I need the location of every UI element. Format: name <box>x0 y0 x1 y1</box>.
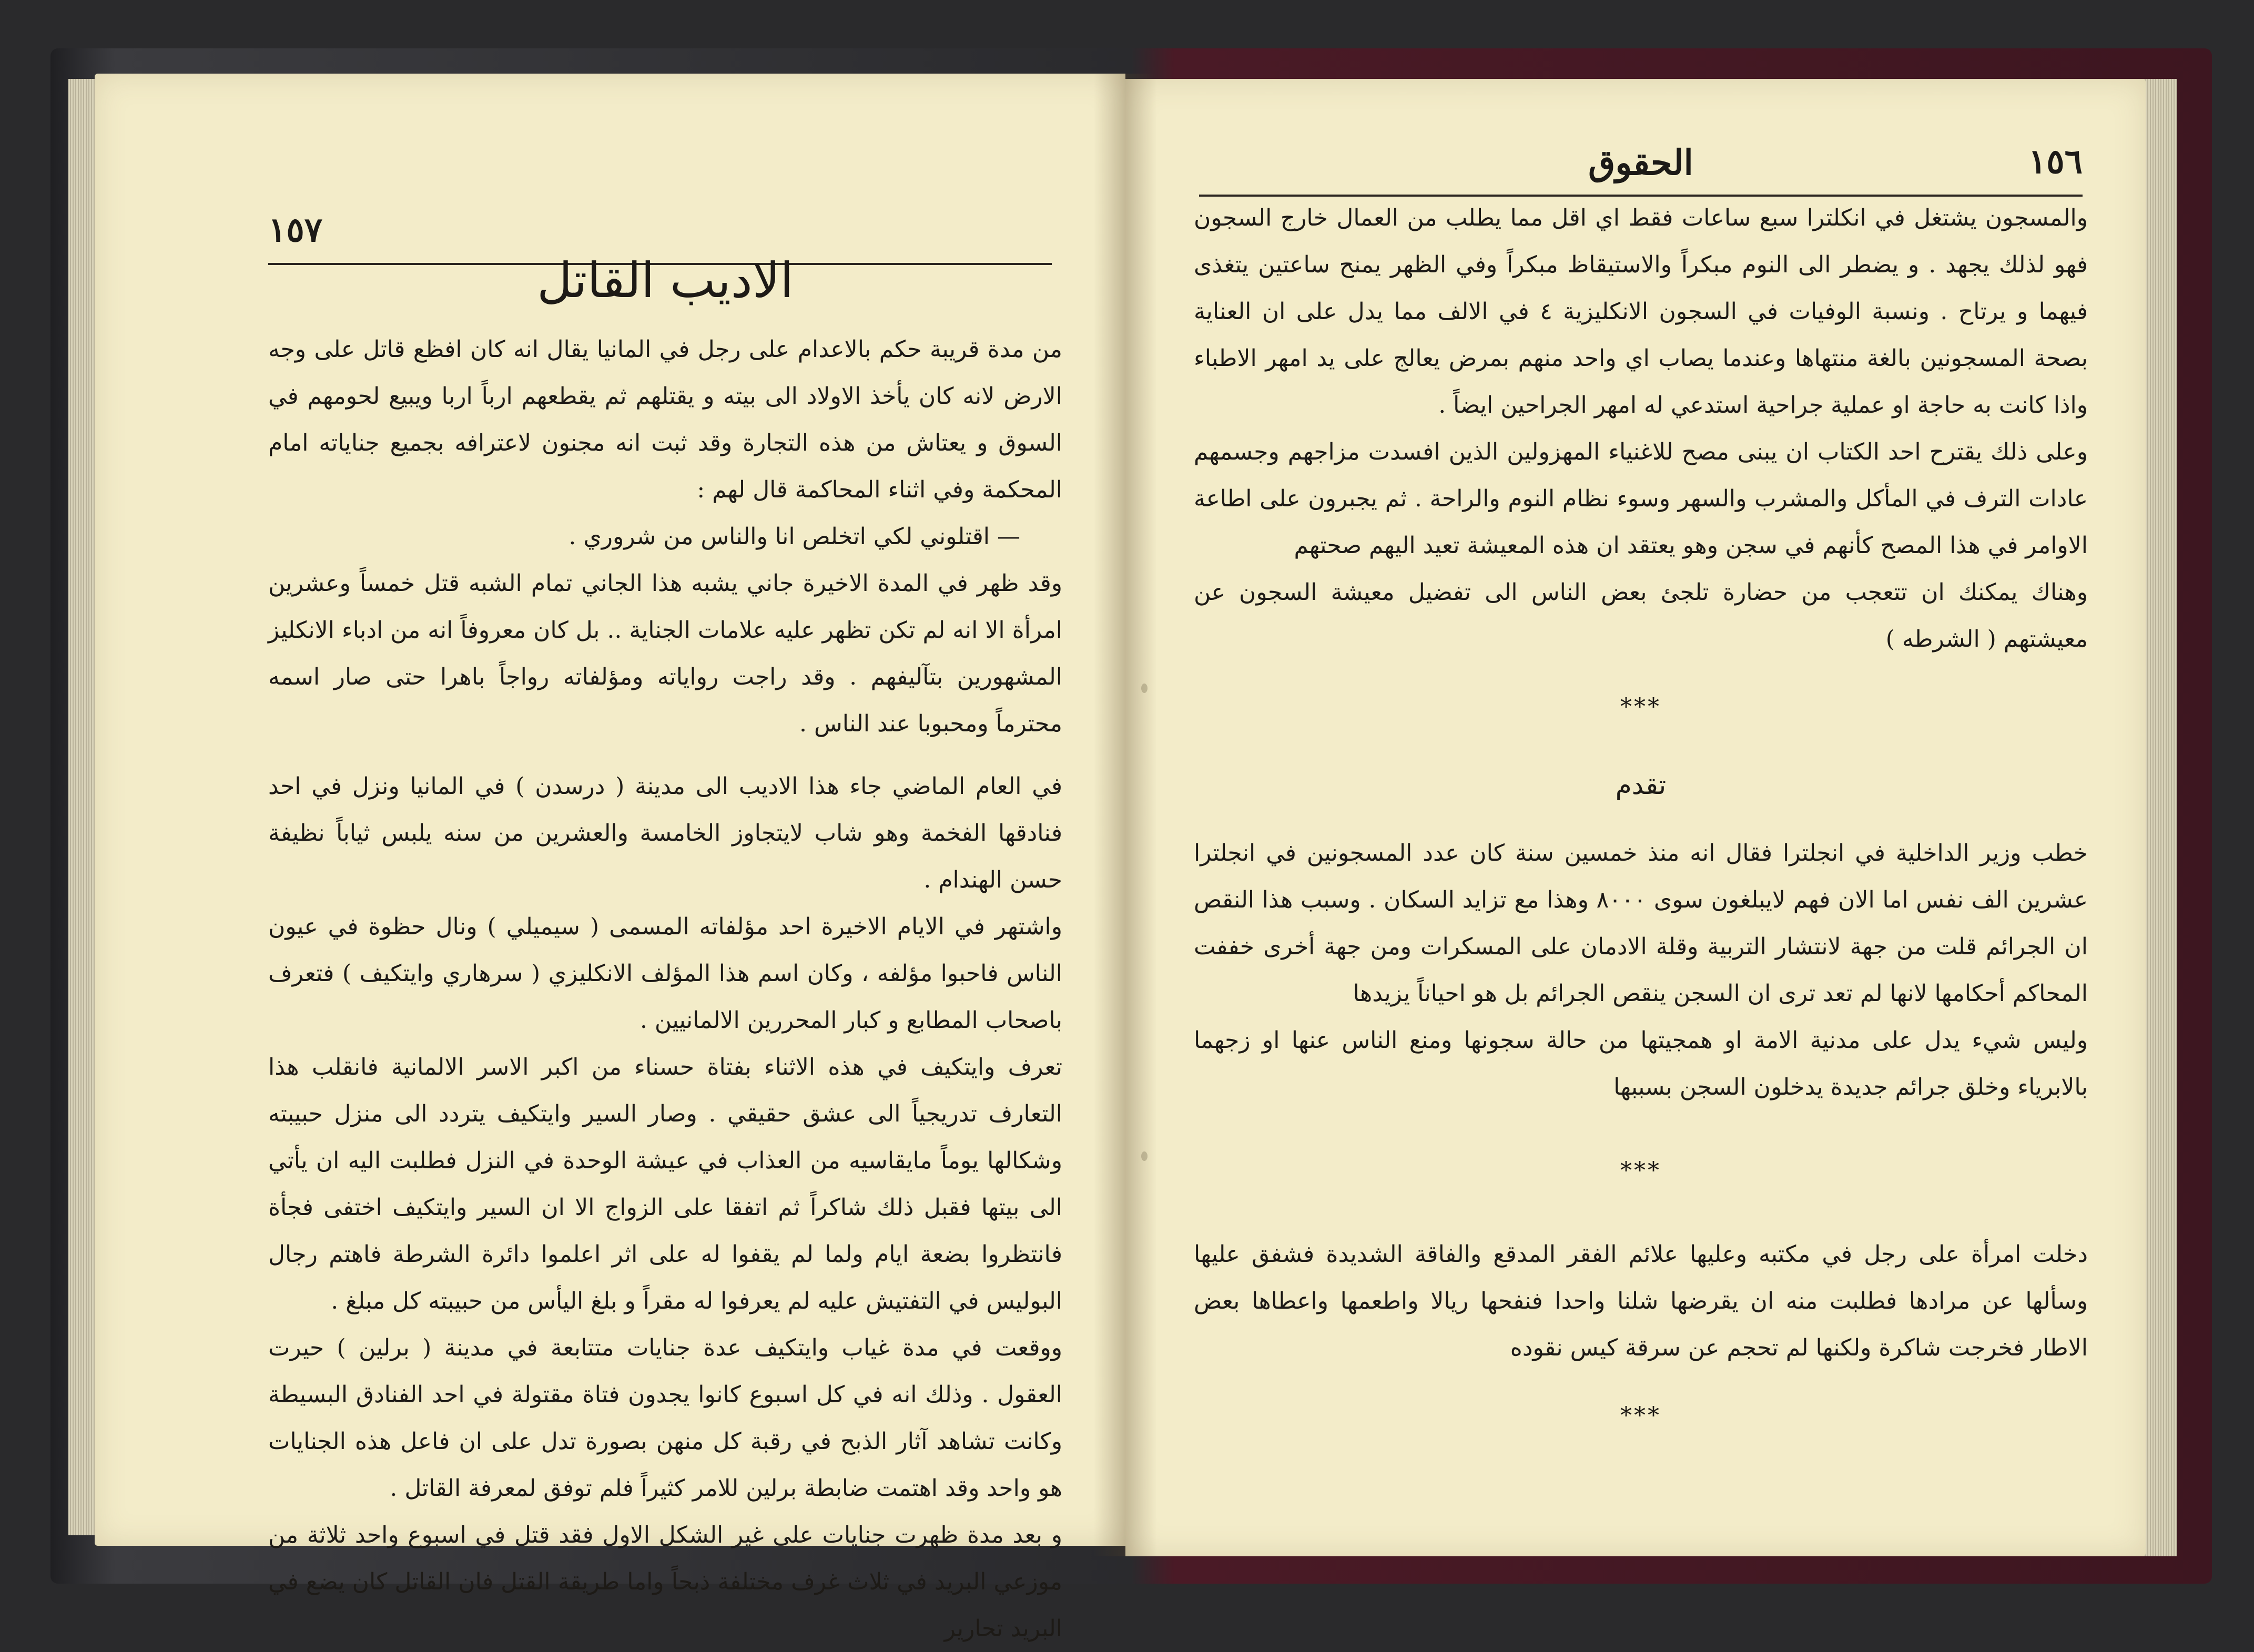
left-page <box>95 74 1125 1642</box>
paragraph: و بعد مدة ظهرت جنايات على غير الشكل الاول فقد قتل في اسبوع واحد ثلاثة من موزعي البريد في ثلاث غرف مختلفة ذبحاً واما طريقة القتل فان القاتل كان يضع في البريد تحارير <box>268 1522 1062 1642</box>
section-separator: *** <box>1620 1157 1661 1184</box>
page-number: ١٥٧ <box>268 210 323 250</box>
paragraph: واشتهر في الايام الاخيرة احد مؤلفاته المسمى ( سيميلي ) ونال حظوة في عيون الناس فاحبوا مؤلفه ، وكان اسم هذا المؤلف الانكليزي ( سرهاري وايتكيف ) فتعرف باصحاب المطابع و كبار المحررين الالمانيين . <box>268 913 1062 1034</box>
paragraph: تعرف وايتكيف في هذه الاثناء بفتاة حسناء من اكبر الاسر الالمانية فانقلب هذا التعارف تدريجياً الى عشق حقيقي . وصار السير وايتكيف يتردد الى منزل حبيبته وشكالها يوماً مايقاسيه من العذاب في عيشة الوحدة في النزل فطلبت اليه ان يأتي الى بيتها فقبل ذلك شاكراً ثم اتفقا على الزواج الا ان السير وايتكيف اختفى فجأة فانتظروا بضعة ايام ولما لم يقفوا له على اثر اعلموا دائرة الشرطة فاهتم رجال البوليس في التفتيش عليه لم يعرفوا له مقراً و بلغ اليأس من حبيبته كل مبلغ . <box>268 1054 1062 1314</box>
page-number: ١٥٦ <box>2028 142 2083 181</box>
right-page-header <box>1199 137 2083 197</box>
page-edges-right <box>2140 79 2177 1556</box>
paragraph: وهناك يمكنك ان تتعجب من حضارة تلجئ بعض الناس الى تفضيل معيشة السجون عن معيشتهم ( الشرطه ) <box>1194 579 2088 652</box>
section-separator: *** <box>1620 694 1661 720</box>
paragraph: في العام الماضي جاء هذا الاديب الى مدينة ( درسدن ) في المانيا ونزل في احد فنادقها الفخمة وهو شاب لايتجاوز الخامسة والعشرين من سنه يلبس ثياباً نظيفة حسن الهندام . <box>268 773 1062 893</box>
section-title: تقدم <box>1615 770 1667 800</box>
paragraph: والمسجون يشتغل في انكلترا سبع ساعات فقط اي اقل مما يطلب من العمال خارج السجون فهو لذلك يجهد . و يضطر الى النوم مبكراً والاستيقاظ مبكراً وفي الظهر يمنح ساعتين يتغذى فيهما و يرتاح . ونسبة الوفيات في السجون الانكليزية ٤ في الالف مما يدل على ان العناية بصحة المسجونين بالغة منتهاها وعندما يصاب اي واحد منهم بمرض يعالج على يد امهر الاطباء واذا كانت به حاجة او عملية جراحية استدعي له امهر الجراحين ايضاً . <box>1194 205 2088 419</box>
paragraph: وعلى ذلك يقترح احد الكتاب ان يبنى مصح للاغنياء المهزولين الذين افسدت مزاجهم وجسمهم عادات الترف في المأكل والمشرب والسهر وسوء نظام النوم والراحة . ثم يجبرون على اطاعة الاوامر في هذا المصح كأنهم في سجن وهو يعتقد ان هذه المعيشة تعيد اليهم صحتهم <box>1194 439 2088 559</box>
paragraph: وقد ظهر في المدة الاخيرة جاني يشبه هذا الجاني تمام الشبه قتل خمساً وعشرين امرأة الا انه لم تكن تظهر عليه علامات الجناية .. بل كان معروفاً انه من ادباء الانكليز المشهورين بتآليفهم . وقد راجت رواياته ومؤلفاته رواجاً باهرا حتى صار اسمه محترماً ومحبوبا عند الناس . <box>268 570 1062 737</box>
section-separator: *** <box>1620 1402 1661 1429</box>
paragraph: — اقتلوني لكي اتخلص انا والناس من شروري . <box>568 523 1020 550</box>
chapter-title: الاديب القاتل <box>537 252 794 309</box>
right-page <box>1125 79 2146 1556</box>
running-title: الحقوق <box>1588 142 1693 183</box>
book-gutter <box>1094 74 1157 1556</box>
paragraph: من مدة قريبة حكم بالاعدام على رجل في المانيا يقال انه كان افظع قاتل على وجه الارض لانه كان يأخذ الاولاد الى بيته و يقتلهم ثم يقطعهم ارباً اربا ويبيع لحومهم في السوق و يعتاش من هذه التجارة وقد ثبت انه مجنون لاعترافه بجميع جناياته امام المحكمة وفي اثناء المحاكمة قال لهم : <box>268 336 1062 503</box>
paragraph: دخلت امرأة على رجل في مكتبه وعليها علائم الفقر المدقع والفاقة الشديدة فشفق عليها وسألها عن مرادها فطلبت منه ان يقرضها شلنا واحدا فنفحها ريالا واطعمها واعطاها بعض الاطار فخرجت شاكرة ولكنها لم تحجم عن سرقة كيس نقوده <box>1194 1241 2088 1361</box>
paragraph: خطب وزير الداخلية في انجلترا فقال انه منذ خمسين سنة كان عدد المسجونين في انجلترا عشرين الف نفس اما الان فهم لايبلغون سوى ٨٠٠٠ وهذا مع تزايد السكان . وسبب هذا النقص ان الجرائم قلت من جهة لانتشار التربية وقلة الادمان على المسكرات ومن جهة أخرى خففت المحاكم أحكامها لانها لم تعد ترى ان السجن ينقص الجرائم بل هو احياناً يزيدها <box>1194 840 2088 1007</box>
paragraph: ووقعت في مدة غياب وايتكيف عدة جنايات متتابعة في مدينة ( برلين ) حيرت العقول . وذلك انه في كل اسبوع كانوا يجدون فتاة مقتولة في احد الفنادق البسيطة وكانت تشاهد آثار الذبح في رقبة كل منهن بصورة تدل على ان فاعل هذه الجنايات هو واحد وقد اهتمت ضابطة برلين للامر كثيراً فلم توفق لمعرفة القاتل . <box>268 1334 1062 1502</box>
paragraph: وليس شيء يدل على مدنية الامة او همجيتها من حالة سجونها ومنع الناس عنها او زجهما بالابرياء وخلق جرائم جديدة يدخلون السجن بسببها <box>1194 1027 2088 1100</box>
left-page-body <box>268 326 1062 1652</box>
right-page-body <box>1194 195 2088 1460</box>
